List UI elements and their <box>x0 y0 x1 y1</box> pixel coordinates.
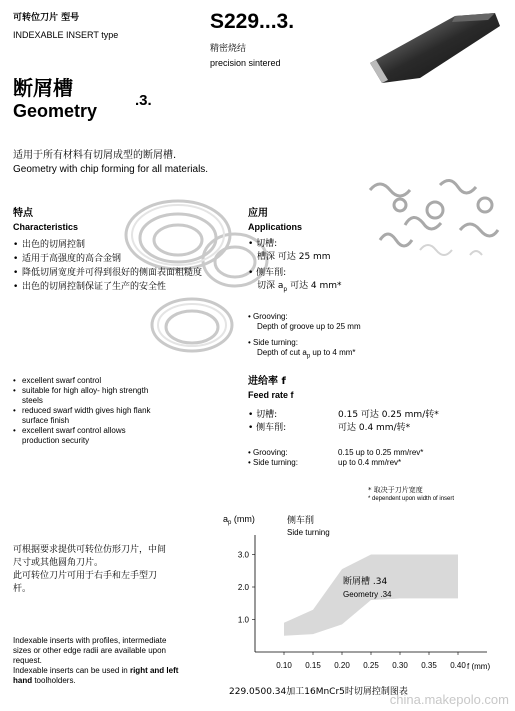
watermark-text: china.makepolo.com <box>389 692 509 707</box>
chart-xlabel: f (mm) <box>467 662 491 671</box>
profiles-cn: 可根据要求提供可转位仿形刀片，中间 尺寸或其他圆角刀片。 此可转位刀片可用于右手和左手型刀 杆。 <box>13 545 167 594</box>
characteristics-title-cn: 特点 <box>13 208 33 219</box>
chart-region-label-en: Geometry .34 <box>343 590 392 599</box>
feed-rows-en: • Grooving: 0.15 up to 0.25 mm/rev* • Side turning: up to 0.4 mm/rev* <box>248 448 424 467</box>
chip-swarf-image <box>360 170 510 270</box>
list-item: • excellent swarf control allows production security <box>13 426 213 446</box>
chart-x-tick-label: 0.10 <box>276 661 292 670</box>
intro-en: Geometry with chip forming for all materials. <box>13 164 209 175</box>
applications-title-cn: 应用 <box>248 208 268 219</box>
applications-title-en: Applications <box>248 222 303 232</box>
chart-title-en: Side turning <box>287 528 330 537</box>
feed-rows-cn: • 切槽: 0.15 可达 0.25 mm/转* • 侧车削: 可达 0.4 mm/转* <box>248 410 439 433</box>
feed-footnote-cn: * 取决于刀片宽度 <box>368 486 423 494</box>
feed-title-en: Feed rate f <box>248 390 294 400</box>
chart-x-tick-label: 0.15 <box>305 661 321 670</box>
app-side-detail-en: Depth of cut $a_p$ up to 4 mm* <box>257 348 356 360</box>
characteristics-list-cn <box>13 238 238 294</box>
intro-cn: 适用于所有材料有切屑成型的断屑槽. <box>13 150 177 161</box>
list-item: • 出色的切屑控制 <box>13 238 238 252</box>
feed-grooving-label-en: Grooving: <box>253 448 288 457</box>
insert-title-en: INDEXABLE INSERT type <box>13 30 119 40</box>
app-grooving-label-cn: 切槽: <box>256 239 278 249</box>
feed-side-label-cn: 侧车削: <box>256 423 287 433</box>
feed-side-value-en: up to 0.4 mm/rev* <box>338 458 402 467</box>
insert-model: S229...3. <box>210 10 295 33</box>
applications-cn: • 切槽: 槽深 可达 25 mm • 侧车削: 切深 $a_p$ 可达 4 mm* <box>248 238 342 296</box>
characteristics-list-en <box>13 376 213 446</box>
precision-en: precision sintered <box>210 58 281 68</box>
geometry-title-cn: 断屑槽 <box>13 76 73 100</box>
list-item: • reduced swarf width gives high flank surface finish <box>13 406 213 426</box>
list-item: • 降低切屑宽度并可得到很好的侧面表面粗糙度 <box>13 266 238 280</box>
chart-x-tick-label: 0.35 <box>421 661 437 670</box>
feed-side-label-en: Side turning: <box>253 458 298 467</box>
feed-grooving-label-cn: 切槽: <box>256 410 278 420</box>
geometry-code: .3. <box>135 92 152 109</box>
precision-cn: 精密烧结 <box>210 44 247 54</box>
app-side-detail-cn: 切深 $a_p$ 可达 4 mm* <box>257 281 342 293</box>
list-item: • 适用于高强度的高合金钢 <box>13 252 238 266</box>
chart-region-label-cn: 断屑槽 .34 <box>343 577 388 587</box>
app-grooving-detail-cn: 槽深 可达 25 mm <box>257 252 331 262</box>
geometry-title-en: Geometry <box>13 101 98 121</box>
chart-caption: 229.0500.34加工16MnCr5时切屑控制图表 <box>229 687 408 697</box>
applications-en: • Grooving: Depth of groove up to 25 mm • Side turning: Depth of cut $a_p$ up to 4 mm* <box>248 312 361 360</box>
feed-side-value-cn: 可达 0.4 mm/转* <box>338 423 411 433</box>
app-side-label-cn: 侧车削: <box>256 268 287 278</box>
insert-title-cn: 可转位刀片 型号 <box>13 13 80 23</box>
chart-y-tick-label: 2.0 <box>237 583 249 592</box>
chart-x-tick-label: 0.40 <box>450 661 466 670</box>
chart-y-tick-label: 3.0 <box>237 550 249 560</box>
chart-x-tick-label: 0.30 <box>392 661 408 670</box>
chart-y-tick-label: 1.0 <box>237 615 249 625</box>
app-grooving-label-en: Grooving: <box>253 312 288 321</box>
list-item: • excellent swarf control <box>13 376 213 386</box>
chip-control-chart <box>215 505 510 705</box>
feed-grooving-value-en: 0.15 up to 0.25 mm/rev* <box>338 448 424 457</box>
chart-ylabel: $a_p$ (mm) <box>223 514 255 526</box>
feed-title-cn: 进给率 f <box>248 376 286 387</box>
insert-image <box>360 8 510 88</box>
app-side-label-en: Side turning: <box>253 338 298 347</box>
chart-title-cn: 侧车削 <box>287 516 315 526</box>
chart-x-tick-label: 0.20 <box>334 661 350 670</box>
feed-footnote-en: * dependent upon width of insert <box>368 496 455 502</box>
app-grooving-detail-en: Depth of groove up to 25 mm <box>257 322 361 331</box>
profiles-en: Indexable inserts with profiles, intermediate sizes or other edge radii are available upon request. Indexable inserts can be used in right and left hand toolholders. <box>13 636 179 685</box>
feed-grooving-value-cn: 0.15 可达 0.25 mm/转* <box>338 410 439 420</box>
characteristics-title-en: Characteristics <box>13 222 79 232</box>
list-item: • 出色的切屑控制保证了生产的安全性 <box>13 280 238 294</box>
chart-x-tick-label: 0.25 <box>363 661 379 670</box>
list-item: • suitable for high alloy- high strength steels <box>13 386 213 406</box>
